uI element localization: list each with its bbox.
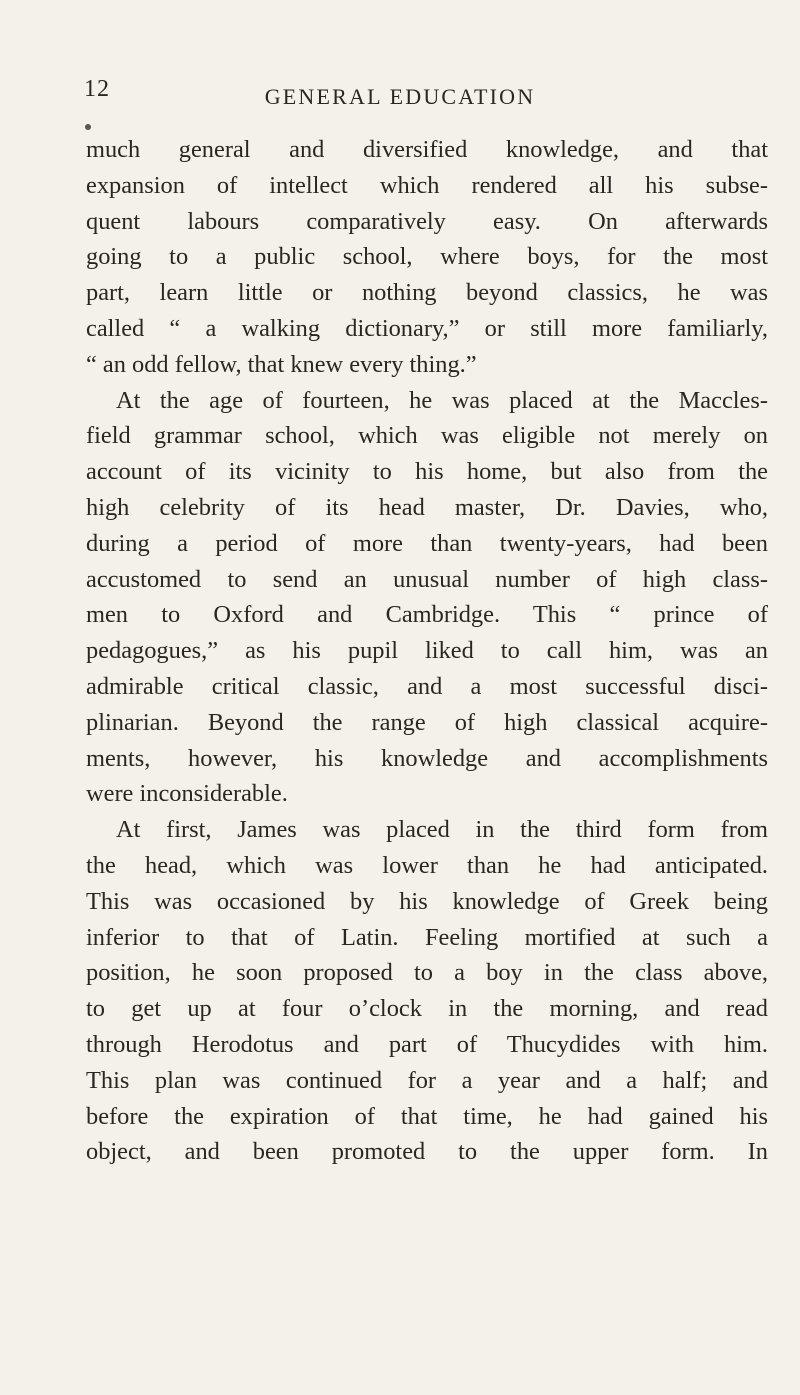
text-line: ments, however, his knowledge and accomplishments [86, 744, 768, 772]
text-line: quent labours comparatively easy. On afterwards [86, 207, 768, 235]
page-number: 12 [84, 76, 110, 102]
text-line: part, learn little or nothing beyond classics, he was [86, 279, 768, 307]
text-line: admirable critical classic, and a most successful disci- [86, 672, 768, 700]
running-title: GENERAL EDUCATION [264, 84, 536, 109]
text-line: called “ a walking dictionary,” or still more familiarly, [86, 314, 768, 342]
text-line: This was occasioned by his knowledge of Greek being [86, 887, 768, 915]
text-line: This plan was continued for a year and a half; and [86, 1066, 768, 1094]
text-line: through Herodotus and part of Thucydides with him. [86, 1030, 768, 1058]
text-line: going to a public school, where boys, for the most [86, 243, 768, 271]
body-text [86, 132, 768, 1170]
text-line: were inconsiderable. [86, 780, 288, 808]
text-line: accustomed to send an unusual number of high class- [86, 565, 768, 593]
text-line: high celebrity of its head master, Dr. Davies, who, [86, 493, 768, 521]
text-line: expansion of intellect which rendered all his subse- [86, 171, 768, 199]
text-line: during a period of more than twenty-years, had been [86, 529, 768, 557]
text-line: men to Oxford and Cambridge. This “ prince of [86, 601, 768, 629]
text-line: before the expiration of that time, he had gained his [86, 1102, 768, 1130]
text-line: field grammar school, which was eligible not merely on [86, 422, 768, 450]
text-line: pedagogues,” as his pupil liked to call him, was an [86, 637, 768, 665]
text-line: to get up at four o’clock in the morning, and read [86, 995, 768, 1023]
text-line: inferior to that of Latin. Feeling mortified at such a [86, 923, 768, 951]
text-line: “ an odd fellow, that knew every thing.” [86, 350, 477, 378]
text-line: plinarian. Beyond the range of high classical acquire- [86, 708, 768, 736]
print-mark [85, 124, 91, 130]
text-line: account of its vicinity to his home, but also from the [86, 458, 768, 486]
text-line: much general and diversified knowledge, and that [86, 136, 768, 163]
text-line: the head, which was lower than he had anticipated. [86, 851, 768, 879]
paragraph-first-line: At the age of fourteen, he was placed at the Maccles- [116, 386, 768, 414]
paragraph-first-line: At first, James was placed in the third form from [116, 816, 768, 844]
text-line: object, and been promoted to the upper form. In [86, 1138, 768, 1166]
text-line: position, he soon proposed to a boy in the class above, [86, 959, 768, 987]
